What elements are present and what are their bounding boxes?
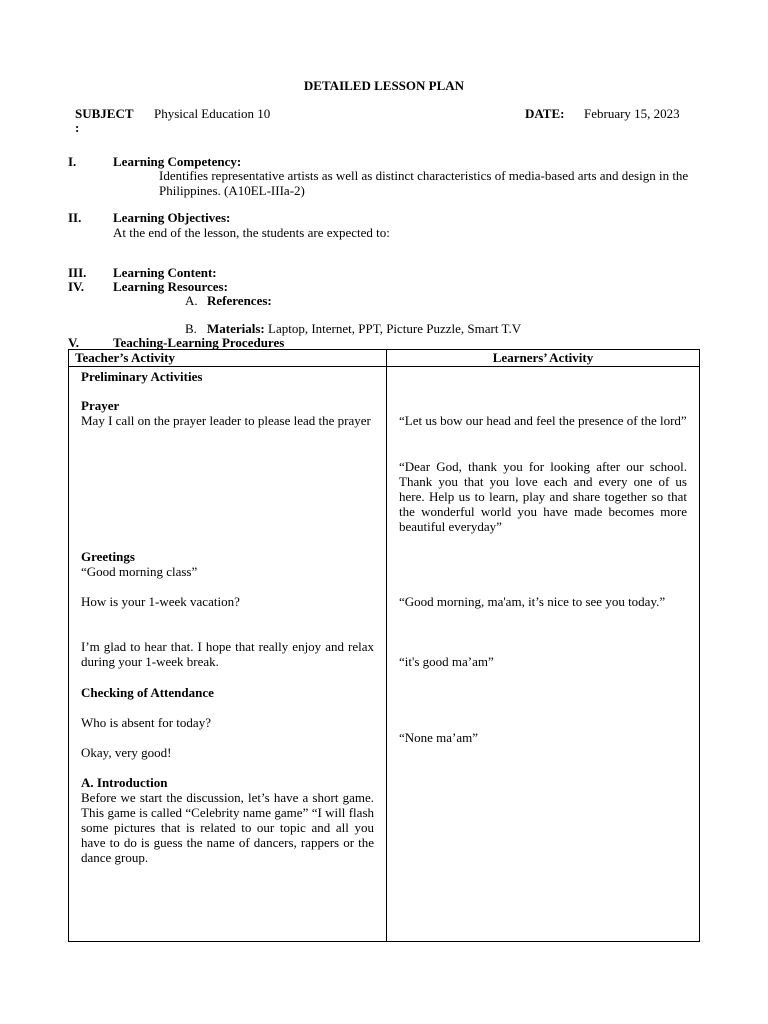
okay-text: Okay, very good! [81, 745, 172, 760]
section-5-number: V. [68, 335, 79, 350]
references-letter: A. [185, 293, 198, 308]
materials-letter: B. [185, 321, 197, 336]
good-reply: “it's good ma’am” [399, 654, 494, 669]
section-1-number: I. [68, 154, 77, 169]
glad-text: I’m glad to hear that. I hope that really enjoy and relax during your 1-week break. [81, 639, 374, 669]
attendance-heading: Checking of Attendance [81, 685, 214, 700]
introduction-heading: A. Introduction [81, 775, 168, 790]
learners-prayer-text: “Dear God, thank you for looking after our school. Thank you that you love each and every one of us here. Help us to learn, play and share together so that the wonderful world you have made becomes more beautiful everyday” [399, 459, 687, 534]
table-header-row [69, 350, 700, 367]
subject-value: Physical Education 10 [154, 106, 271, 121]
date-value: February 15, 2023 [584, 106, 680, 121]
section-4-number: IV. [68, 279, 85, 294]
section-1-label: Learning Competency: [113, 154, 242, 169]
section-4-label: Learning Resources: [113, 279, 228, 294]
references-label: References: [207, 293, 272, 308]
section-1-body: Identifies representative artists as well as distinct characteristics of media-based arts and design in the Philippines. (A10EL-IIIa-2) [159, 168, 689, 198]
prayer-text: May I call on the prayer leader to please lead the prayer [81, 413, 371, 428]
section-2-body: At the end of the lesson, the students are expected to: [113, 225, 390, 240]
table-row [69, 367, 700, 942]
date-label: DATE: [525, 106, 565, 121]
materials-value: Laptop, Internet, PPT, Picture Puzzle, Smart T.V [264, 321, 522, 336]
subject-label: SUBJECT [75, 106, 134, 121]
section-3-number: III. [68, 265, 87, 280]
preliminary-heading: Preliminary Activities [81, 369, 203, 384]
section-3-label: Learning Content: [113, 265, 217, 280]
greetings-heading: Greetings [81, 549, 135, 564]
section-2-number: II. [68, 210, 82, 225]
teacher-activity-cell [69, 367, 387, 942]
greetings-text: “Good morning class” [81, 564, 198, 579]
section-5-label: Teaching-Learning Procedures [113, 335, 285, 350]
bow-text: “Let us bow our head and feel the presence of the lord” [399, 413, 687, 428]
procedures-table [68, 349, 700, 942]
document-title: DETAILED LESSON PLAN [303, 78, 465, 93]
subject-colon: : [75, 120, 80, 135]
teacher-activity-header: Teacher’s Activity [69, 350, 387, 367]
prayer-heading: Prayer [81, 398, 120, 413]
learners-activity-cell [387, 367, 700, 942]
section-2-label: Learning Objectives: [113, 210, 231, 225]
greeting-reply: “Good morning, ma'am, it’s nice to see you today.” [399, 594, 666, 609]
learners-activity-header: Learners’ Activity [387, 350, 700, 367]
vacation-question: How is your 1-week vacation? [81, 594, 240, 609]
none-reply: “None ma’am” [399, 730, 479, 745]
materials-label: Materials: [207, 321, 265, 336]
introduction-text: Before we start the discussion, let’s have a short game. This game is called “Celebrity name game” “I will flash some pictures that is related to our topic and all you have to do is guess the name of dancers, rappers or the dance group. [81, 790, 374, 865]
absent-question: Who is absent for today? [81, 715, 211, 730]
